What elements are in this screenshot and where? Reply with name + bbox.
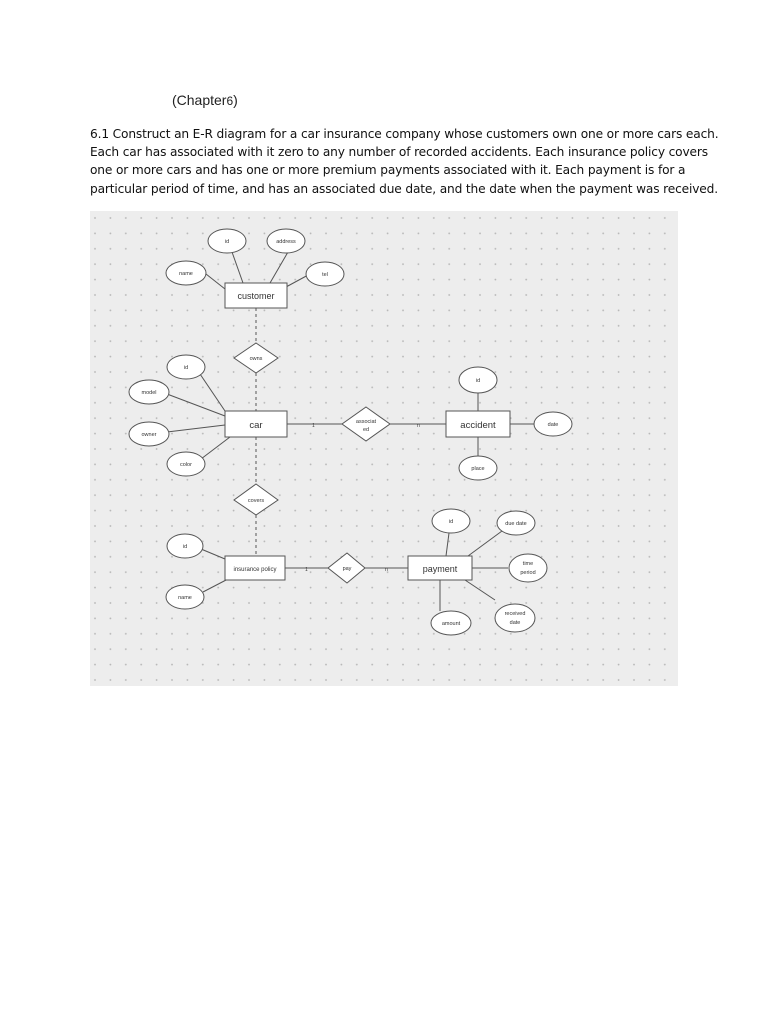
attribute-label: time <box>522 561 534 567</box>
cardinality-label: n <box>385 567 388 573</box>
attribute-label: name <box>178 595 192 601</box>
er-diagram-canvas <box>90 211 678 686</box>
attribute-label: place <box>471 466 485 472</box>
attribute-label: amount <box>441 621 461 627</box>
question-line: particular period of time, and has an associated due date, and the date when the payment was received. <box>90 181 718 196</box>
chapter-heading <box>172 92 238 108</box>
attribute-label: date <box>509 620 521 626</box>
entity-car <box>225 411 287 437</box>
attribute-label: id <box>182 544 188 550</box>
attribute-label: name <box>179 271 193 277</box>
attribute-label: period <box>520 570 536 576</box>
chapter-heading-suffix: ) <box>233 92 238 108</box>
question-line: Each car has associated with it zero to any number of recorded accidents. Each insurance policy covers <box>90 145 708 160</box>
relationship-label: ed <box>362 427 370 433</box>
attribute-label: color <box>180 462 192 468</box>
attribute-label: id <box>224 239 230 245</box>
attribute-label: received <box>504 611 526 617</box>
entity-label: insurance policy <box>233 567 277 573</box>
question-line: 6.1 Construct an E-R diagram for a car insurance company whose customers own one or more cars each. <box>90 127 719 141</box>
relationship-label: covers <box>247 498 265 504</box>
cardinality-label: 1 <box>305 567 308 573</box>
attribute-label: model <box>141 390 157 396</box>
entity-label: customer <box>237 291 275 301</box>
relationship-label: pay <box>342 566 352 572</box>
er-diagram <box>90 211 678 686</box>
chapter-heading-prefix: (Chapter <box>172 92 227 108</box>
entity-accident <box>446 411 510 437</box>
entity-label: accident <box>460 420 496 431</box>
question-text <box>90 125 719 198</box>
entity-label: car <box>249 420 263 431</box>
attribute-label: due date <box>505 521 527 527</box>
chapter-number: 6 <box>226 94 234 108</box>
cardinality-label: n <box>417 423 420 429</box>
question-line: one or more cars and has one or more premium payments associated with it. Each payment is for a <box>90 163 686 178</box>
attribute-payment-received-date <box>495 604 535 632</box>
attribute-label: date <box>547 422 559 428</box>
attribute-payment-time-period <box>509 554 547 582</box>
attribute-label: id <box>183 365 189 371</box>
entity-customer <box>225 283 287 308</box>
entity-insurance-policy <box>225 556 285 580</box>
relationship-label: associat <box>355 419 377 425</box>
attribute-label: owner <box>141 432 157 438</box>
attribute-label: id <box>475 378 481 384</box>
entity-payment <box>408 556 472 580</box>
cardinality-label: 1 <box>312 423 315 429</box>
attribute-label: id <box>448 519 454 525</box>
attribute-label: address <box>276 239 296 245</box>
entity-label: payment <box>422 564 458 574</box>
relationship-label: owns <box>249 356 263 362</box>
attribute-label: tel <box>322 272 328 278</box>
